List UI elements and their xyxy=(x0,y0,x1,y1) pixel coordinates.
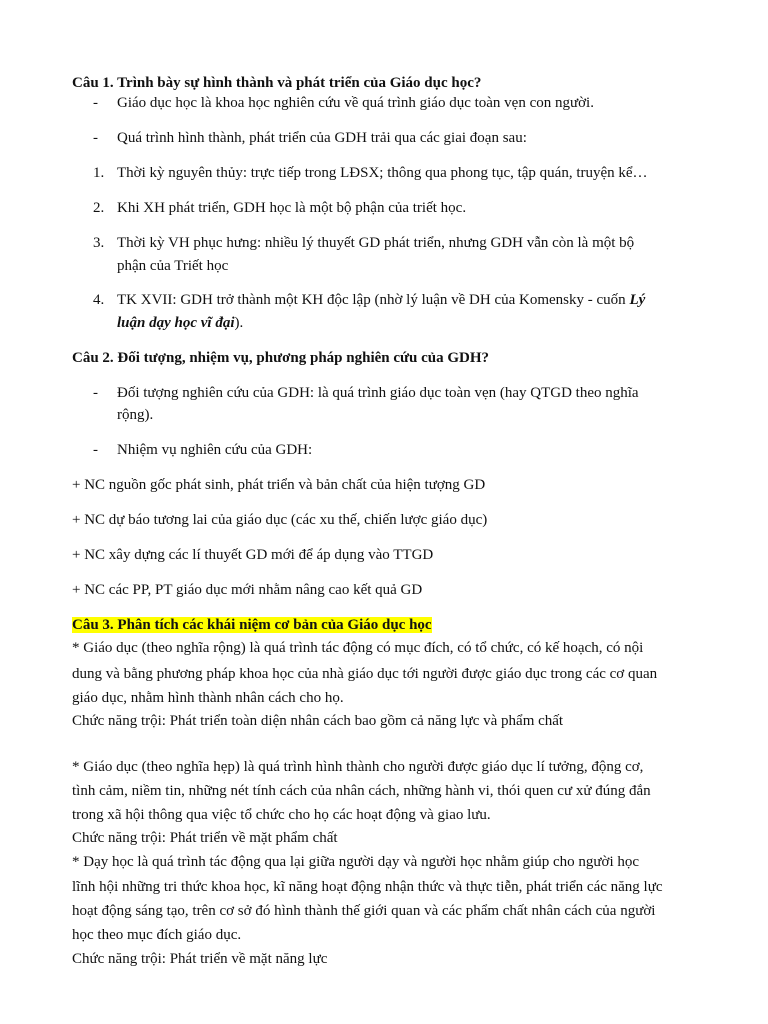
task-item: + NC dự báo tương lai của giáo dục (các xu thế, chiến lược giáo dục) xyxy=(72,512,488,528)
paragraph-line: lĩnh hội những tri thức khoa học, kĩ năng hoạt động nhận thức và thực tiễn, phát triển các năng lực xyxy=(72,879,663,895)
list-marker: - xyxy=(93,95,98,111)
paragraph-line: dung và bằng phương pháp khoa học của nhà giáo dục tới người được giáo dục trong các cơ quan xyxy=(72,666,658,682)
list-item-continuation: phận của Triết học xyxy=(117,258,229,274)
list-item-continuation xyxy=(117,313,243,333)
list-marker: - xyxy=(93,385,98,401)
paragraph-line: hoạt động sáng tạo, trên cơ sở đó hình thành thế giới quan và các phẩm chất nhân cách của người xyxy=(72,903,656,919)
task-item: + NC nguồn gốc phát sinh, phát triển và bản chất của hiện tượng GD xyxy=(72,477,486,493)
paragraph-line: giáo dục, nhằm hình thành nhân cách cho họ. xyxy=(72,690,344,706)
list-item-text: ). xyxy=(234,315,244,331)
paragraph-line: * Giáo dục (theo nghĩa hẹp) là quá trình hình thành cho người được giáo dục lí tưởng, động cơ, xyxy=(72,759,644,775)
list-item: Thời kỳ nguyên thủy: trực tiếp trong LĐSX; thông qua phong tục, tập quán, truyện kể… xyxy=(117,165,648,181)
paragraph-line: * Dạy học là quá trình tác động qua lại giữa người dạy và người học nhằm giúp cho người học xyxy=(72,854,640,870)
list-item: Nhiệm vụ nghiên cứu của GDH: xyxy=(117,442,313,458)
task-item: + NC xây dựng các lí thuyết GD mới để áp dụng vào TTGD xyxy=(72,547,434,563)
list-item: Khi XH phát triển, GDH học là một bộ phận của triết học. xyxy=(117,200,467,216)
paragraph-line: * Giáo dục (theo nghĩa rộng) là quá trình tác động có mục đích, có tổ chức, có kế hoạch, có nội xyxy=(72,640,644,656)
list-item: Thời kỳ VH phục hưng: nhiều lý thuyết GD phát triển, nhưng GDH vẫn còn là một bộ xyxy=(117,235,635,251)
paragraph-line: học theo mục đích giáo dục. xyxy=(72,927,242,943)
question-3-heading xyxy=(72,615,432,635)
question-2-heading: Câu 2. Đối tượng, nhiệm vụ, phương pháp nghiên cứu của GDH? xyxy=(72,350,490,366)
list-item-continuation: rộng). xyxy=(117,407,154,423)
list-item: Giáo dục học là khoa học nghiên cứu về quá trình giáo dục toàn vẹn con người. xyxy=(117,95,594,111)
book-title: luận dạy học vĩ đại xyxy=(117,315,235,331)
paragraph-line: trong xã hội thông qua việc tổ chức cho họ các hoạt động và giao lưu. xyxy=(72,807,491,823)
book-title: Lý xyxy=(629,292,646,308)
list-marker: - xyxy=(93,130,98,146)
list-number: 4. xyxy=(93,292,105,308)
list-item: Đối tượng nghiên cứu của GDH: là quá trình giáo dục toàn vẹn (hay QTGD theo nghĩa xyxy=(117,385,639,401)
question-1-heading: Câu 1. Trình bày sự hình thành và phát triển của Giáo dục học? xyxy=(72,75,482,91)
list-number: 3. xyxy=(93,235,105,251)
paragraph-line: tình cảm, niềm tin, những nét tính cách của nhân cách, những hành vi, thói quen cư xử đúng đắn xyxy=(72,783,651,799)
task-item: + NC các PP, PT giáo dục mới nhằm nâng cao kết quả GD xyxy=(72,582,423,598)
function-line: Chức năng trội: Phát triển về mặt phẩm chất xyxy=(72,830,338,846)
list-marker: - xyxy=(93,442,98,458)
list-number: 2. xyxy=(93,200,105,216)
list-item-text: TK XVII: GDH trở thành một KH độc lập (nhờ lý luận về DH của Komensky - cuốn xyxy=(117,292,630,308)
list-item xyxy=(117,290,645,310)
list-item: Quá trình hình thành, phát triển của GDH trải qua các giai đoạn sau: xyxy=(117,130,527,146)
function-line: Chức năng trội: Phát triển về mặt năng lực xyxy=(72,951,328,967)
highlighted-heading: Câu 3. Phân tích các khái niệm cơ bản của Giáo dục học xyxy=(72,617,432,633)
function-line: Chức năng trội: Phát triển toàn diện nhân cách bao gồm cả năng lực và phẩm chất xyxy=(72,713,564,729)
list-number: 1. xyxy=(93,165,105,181)
